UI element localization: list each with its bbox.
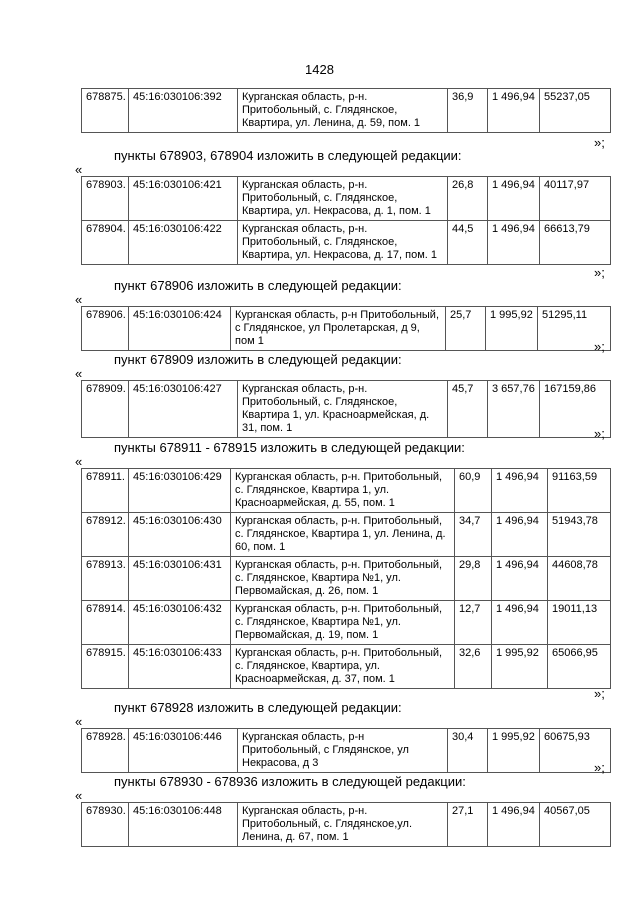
cadastral-number-cell: 45:16:030106:446 (129, 729, 238, 773)
area-cell: 32,6 (455, 645, 492, 689)
table-row (82, 513, 611, 557)
opening-quote: « (75, 162, 83, 177)
cadastral-number-cell: 45:16:030106:433 (129, 645, 231, 689)
area-cell: 36,9 (448, 89, 488, 133)
instruction-text: пункт 678909 изложить в следующей редакции: (114, 352, 402, 367)
address-cell: Курганская область, р-н. Притобольный, с. Глядянское,ул. Ленина, д. 67, пом. 1 (238, 803, 448, 847)
value-cell: 55237,05 (540, 89, 611, 133)
table-row (82, 469, 611, 513)
property-table-4 (81, 380, 611, 438)
address-cell: Курганская область, р-н. Притобольный, с. Глядянское, Квартира, ул. Красноармейская, д. 37, пом. 1 (231, 645, 455, 689)
closing-quote: »; (594, 426, 605, 441)
table-row (82, 729, 611, 773)
cadastral-number-cell: 45:16:030106:421 (129, 177, 238, 221)
closing-quote: »; (594, 760, 605, 775)
instruction-text: пункты 678930 - 678936 изложить в следующей редакции: (114, 774, 466, 789)
row-number-cell: 678914. (82, 601, 129, 645)
rate-cell: 1 995,92 (492, 645, 548, 689)
address-cell: Курганская область, р-н. Притобольный, с. Глядянское, Квартира, ул. Ленина, д. 59, пом. 1 (238, 89, 448, 133)
closing-quote: »; (594, 135, 605, 150)
opening-quote: « (75, 714, 83, 729)
table-row (82, 177, 611, 221)
row-number-cell: 678875. (82, 89, 129, 133)
cadastral-number-cell: 45:16:030106:427 (129, 381, 238, 438)
rate-cell: 1 496,94 (488, 803, 540, 847)
area-cell: 30,4 (448, 729, 488, 773)
table-row (82, 645, 611, 689)
area-cell: 26,8 (448, 177, 488, 221)
opening-quote: « (75, 366, 83, 381)
value-cell: 19011,13 (548, 601, 611, 645)
value-cell: 66613,79 (540, 221, 611, 265)
value-cell: 44608,78 (548, 557, 611, 601)
value-cell: 40117,97 (540, 177, 611, 221)
row-number-cell: 678913. (82, 557, 129, 601)
row-number-cell: 678903. (82, 177, 129, 221)
table-row (82, 601, 611, 645)
page-number: 1428 (305, 62, 334, 77)
address-cell: Курганская область, р-н. Притобольный, с. Глядянское, Квартира 1, ул. Красноармейская, д. 55, пом. 1 (231, 469, 455, 513)
address-cell: Курганская область, р-н. Притобольный, с. Глядянское, Квартира №1, ул. Первомайская, д. 19, пом. 1 (231, 601, 455, 645)
area-cell: 29,8 (455, 557, 492, 601)
cadastral-number-cell: 45:16:030106:431 (129, 557, 231, 601)
cadastral-number-cell: 45:16:030106:392 (129, 89, 238, 133)
property-table-6 (81, 728, 611, 773)
property-table-3 (81, 306, 611, 351)
table-row (82, 381, 611, 438)
address-cell: Курганская область, р-н Притобольный, с Глядянское, ул Пролетарская, д 9, пом 1 (231, 307, 446, 351)
value-cell: 51295,11 (538, 307, 611, 351)
opening-quote: « (75, 454, 83, 469)
cadastral-number-cell: 45:16:030106:429 (129, 469, 231, 513)
table-row (82, 221, 611, 265)
table-row (82, 307, 611, 351)
closing-quote: »; (594, 265, 605, 280)
area-cell: 44,5 (448, 221, 488, 265)
rate-cell: 1 496,94 (488, 221, 540, 265)
row-number-cell: 678909. (82, 381, 129, 438)
instruction-text: пункт 678906 изложить в следующей редакции: (114, 278, 402, 293)
value-cell: 65066,95 (548, 645, 611, 689)
value-cell: 40567,05 (540, 803, 611, 847)
rate-cell: 1 496,94 (492, 513, 548, 557)
address-cell: Курганская область, р-н. Притобольный, с. Глядянское, Квартира, ул. Некрасова, д. 17, пом. 1 (238, 221, 448, 265)
value-cell: 60675,93 (540, 729, 611, 773)
address-cell: Курганская область, р-н Притобольный, с Глядянское, ул Некрасова, д 3 (238, 729, 448, 773)
table-row (82, 803, 611, 847)
closing-quote: »; (594, 339, 605, 354)
rate-cell: 3 657,76 (488, 381, 540, 438)
property-table-1 (81, 88, 611, 133)
address-cell: Курганская область, р-н. Притобольный, с. Глядянское, Квартира №1, ул. Первомайская, д. 26, пом. 1 (231, 557, 455, 601)
address-cell: Курганская область, р-н. Притобольный, с. Глядянское, Квартира 1, ул. Ленина, д. 60, пом. 1 (231, 513, 455, 557)
property-table-7 (81, 802, 611, 847)
row-number-cell: 678915. (82, 645, 129, 689)
instruction-text: пункт 678928 изложить в следующей редакции: (114, 700, 402, 715)
rate-cell: 1 496,94 (492, 557, 548, 601)
row-number-cell: 678906. (82, 307, 129, 351)
property-table-2 (81, 176, 611, 265)
table-row (82, 89, 611, 133)
cadastral-number-cell: 45:16:030106:422 (129, 221, 238, 265)
rate-cell: 1 496,94 (488, 89, 540, 133)
area-cell: 12,7 (455, 601, 492, 645)
area-cell: 27,1 (448, 803, 488, 847)
value-cell: 91163,59 (548, 469, 611, 513)
value-cell: 51943,78 (548, 513, 611, 557)
area-cell: 25,7 (446, 307, 486, 351)
address-cell: Курганская область, р-н. Притобольный, с. Глядянское, Квартира, ул. Некрасова, д. 1, пом. 1 (238, 177, 448, 221)
property-table-5 (81, 468, 611, 689)
value-cell: 167159,86 (540, 381, 611, 438)
rate-cell: 1 995,92 (488, 729, 540, 773)
area-cell: 34,7 (455, 513, 492, 557)
address-cell: Курганская область, р-н. Притобольный, с. Глядянское, Квартира 1, ул. Красноармейская, д. 31, пом. 1 (238, 381, 448, 438)
opening-quote: « (75, 292, 83, 307)
row-number-cell: 678912. (82, 513, 129, 557)
area-cell: 45,7 (448, 381, 488, 438)
cadastral-number-cell: 45:16:030106:430 (129, 513, 231, 557)
row-number-cell: 678904. (82, 221, 129, 265)
rate-cell: 1 496,94 (488, 177, 540, 221)
rate-cell: 1 496,94 (492, 601, 548, 645)
row-number-cell: 678928. (82, 729, 129, 773)
rate-cell: 1 995,92 (486, 307, 538, 351)
instruction-text: пункты 678911 - 678915 изложить в следующей редакции: (114, 440, 465, 455)
rate-cell: 1 496,94 (492, 469, 548, 513)
opening-quote: « (75, 788, 83, 803)
closing-quote: »; (594, 686, 605, 701)
row-number-cell: 678911. (82, 469, 129, 513)
cadastral-number-cell: 45:16:030106:448 (129, 803, 238, 847)
row-number-cell: 678930. (82, 803, 129, 847)
table-row (82, 557, 611, 601)
cadastral-number-cell: 45:16:030106:424 (129, 307, 231, 351)
area-cell: 60,9 (455, 469, 492, 513)
cadastral-number-cell: 45:16:030106:432 (129, 601, 231, 645)
instruction-text: пункты 678903, 678904 изложить в следующей редакции: (114, 148, 462, 163)
